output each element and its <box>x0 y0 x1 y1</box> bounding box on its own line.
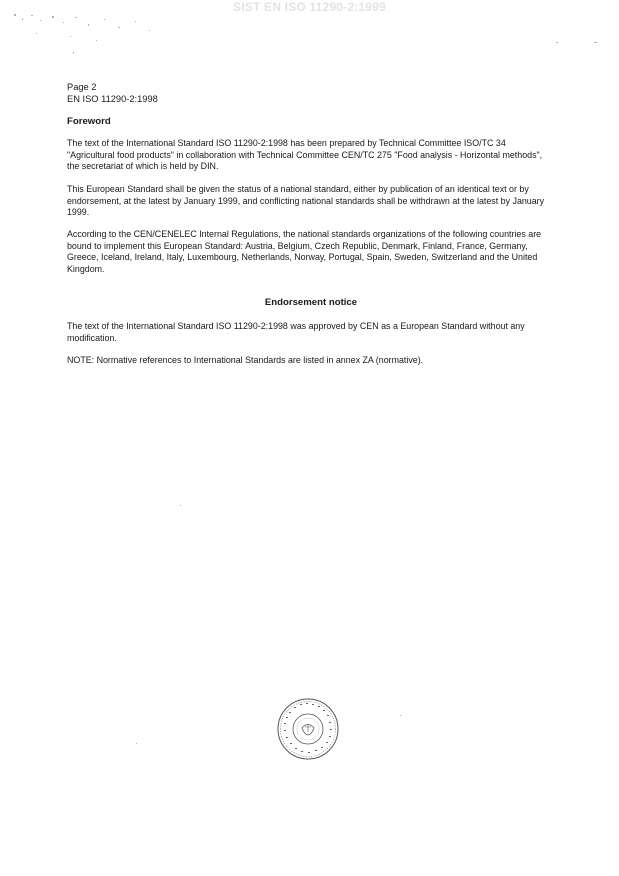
foreword-heading: Foreword <box>67 116 111 127</box>
page-header <box>67 82 158 105</box>
foreword-paragraph-3: According to the CEN/CENELEC Internal Regulations, the national standards organizations of the following countries are bound to implement this European Standard: Austria, Belgium, Czech Republic, Denmark, Finland, France, Germany, Greece, Iceland, Ireland, Italy, Luxembourg, Netherlands, Norway, Portugal, Spain, Sweden, Switzerland and the United Kingdom. <box>67 229 542 274</box>
foreword-paragraph-2: This European Standard shall be given the status of a national standard, either by publication of an identical text or by endorsement, at the latest by January 1999, and conflicting national standards shall be withdrawn at the latest by January 1999. <box>67 184 545 218</box>
page-number: Page 2 <box>67 82 97 92</box>
endorsement-paragraph: The text of the International Standard ISO 11290-2:1998 was approved by CEN as a European Standard without any modification. <box>67 321 525 343</box>
normative-note: NOTE: Normative references to International Standards are listed in annex ZA (normative). <box>67 355 424 365</box>
watermark: SIST EN ISO 11290-2:1999 <box>233 0 386 14</box>
foreword-paragraph-1: The text of the International Standard ISO 11290-2:1998 has been prepared by Technical Committee ISO/TC 34 "Agricultural food products" in collaboration with Technical Committee CEN/TC 275 "Food analysis - Horizontal methods", the secretariat of which is held by DIN. <box>67 138 543 172</box>
endorsement-heading: Endorsement notice <box>264 297 358 308</box>
standard-reference: EN ISO 11290-2:1998 <box>67 93 158 104</box>
official-seal-stamp <box>276 697 340 761</box>
